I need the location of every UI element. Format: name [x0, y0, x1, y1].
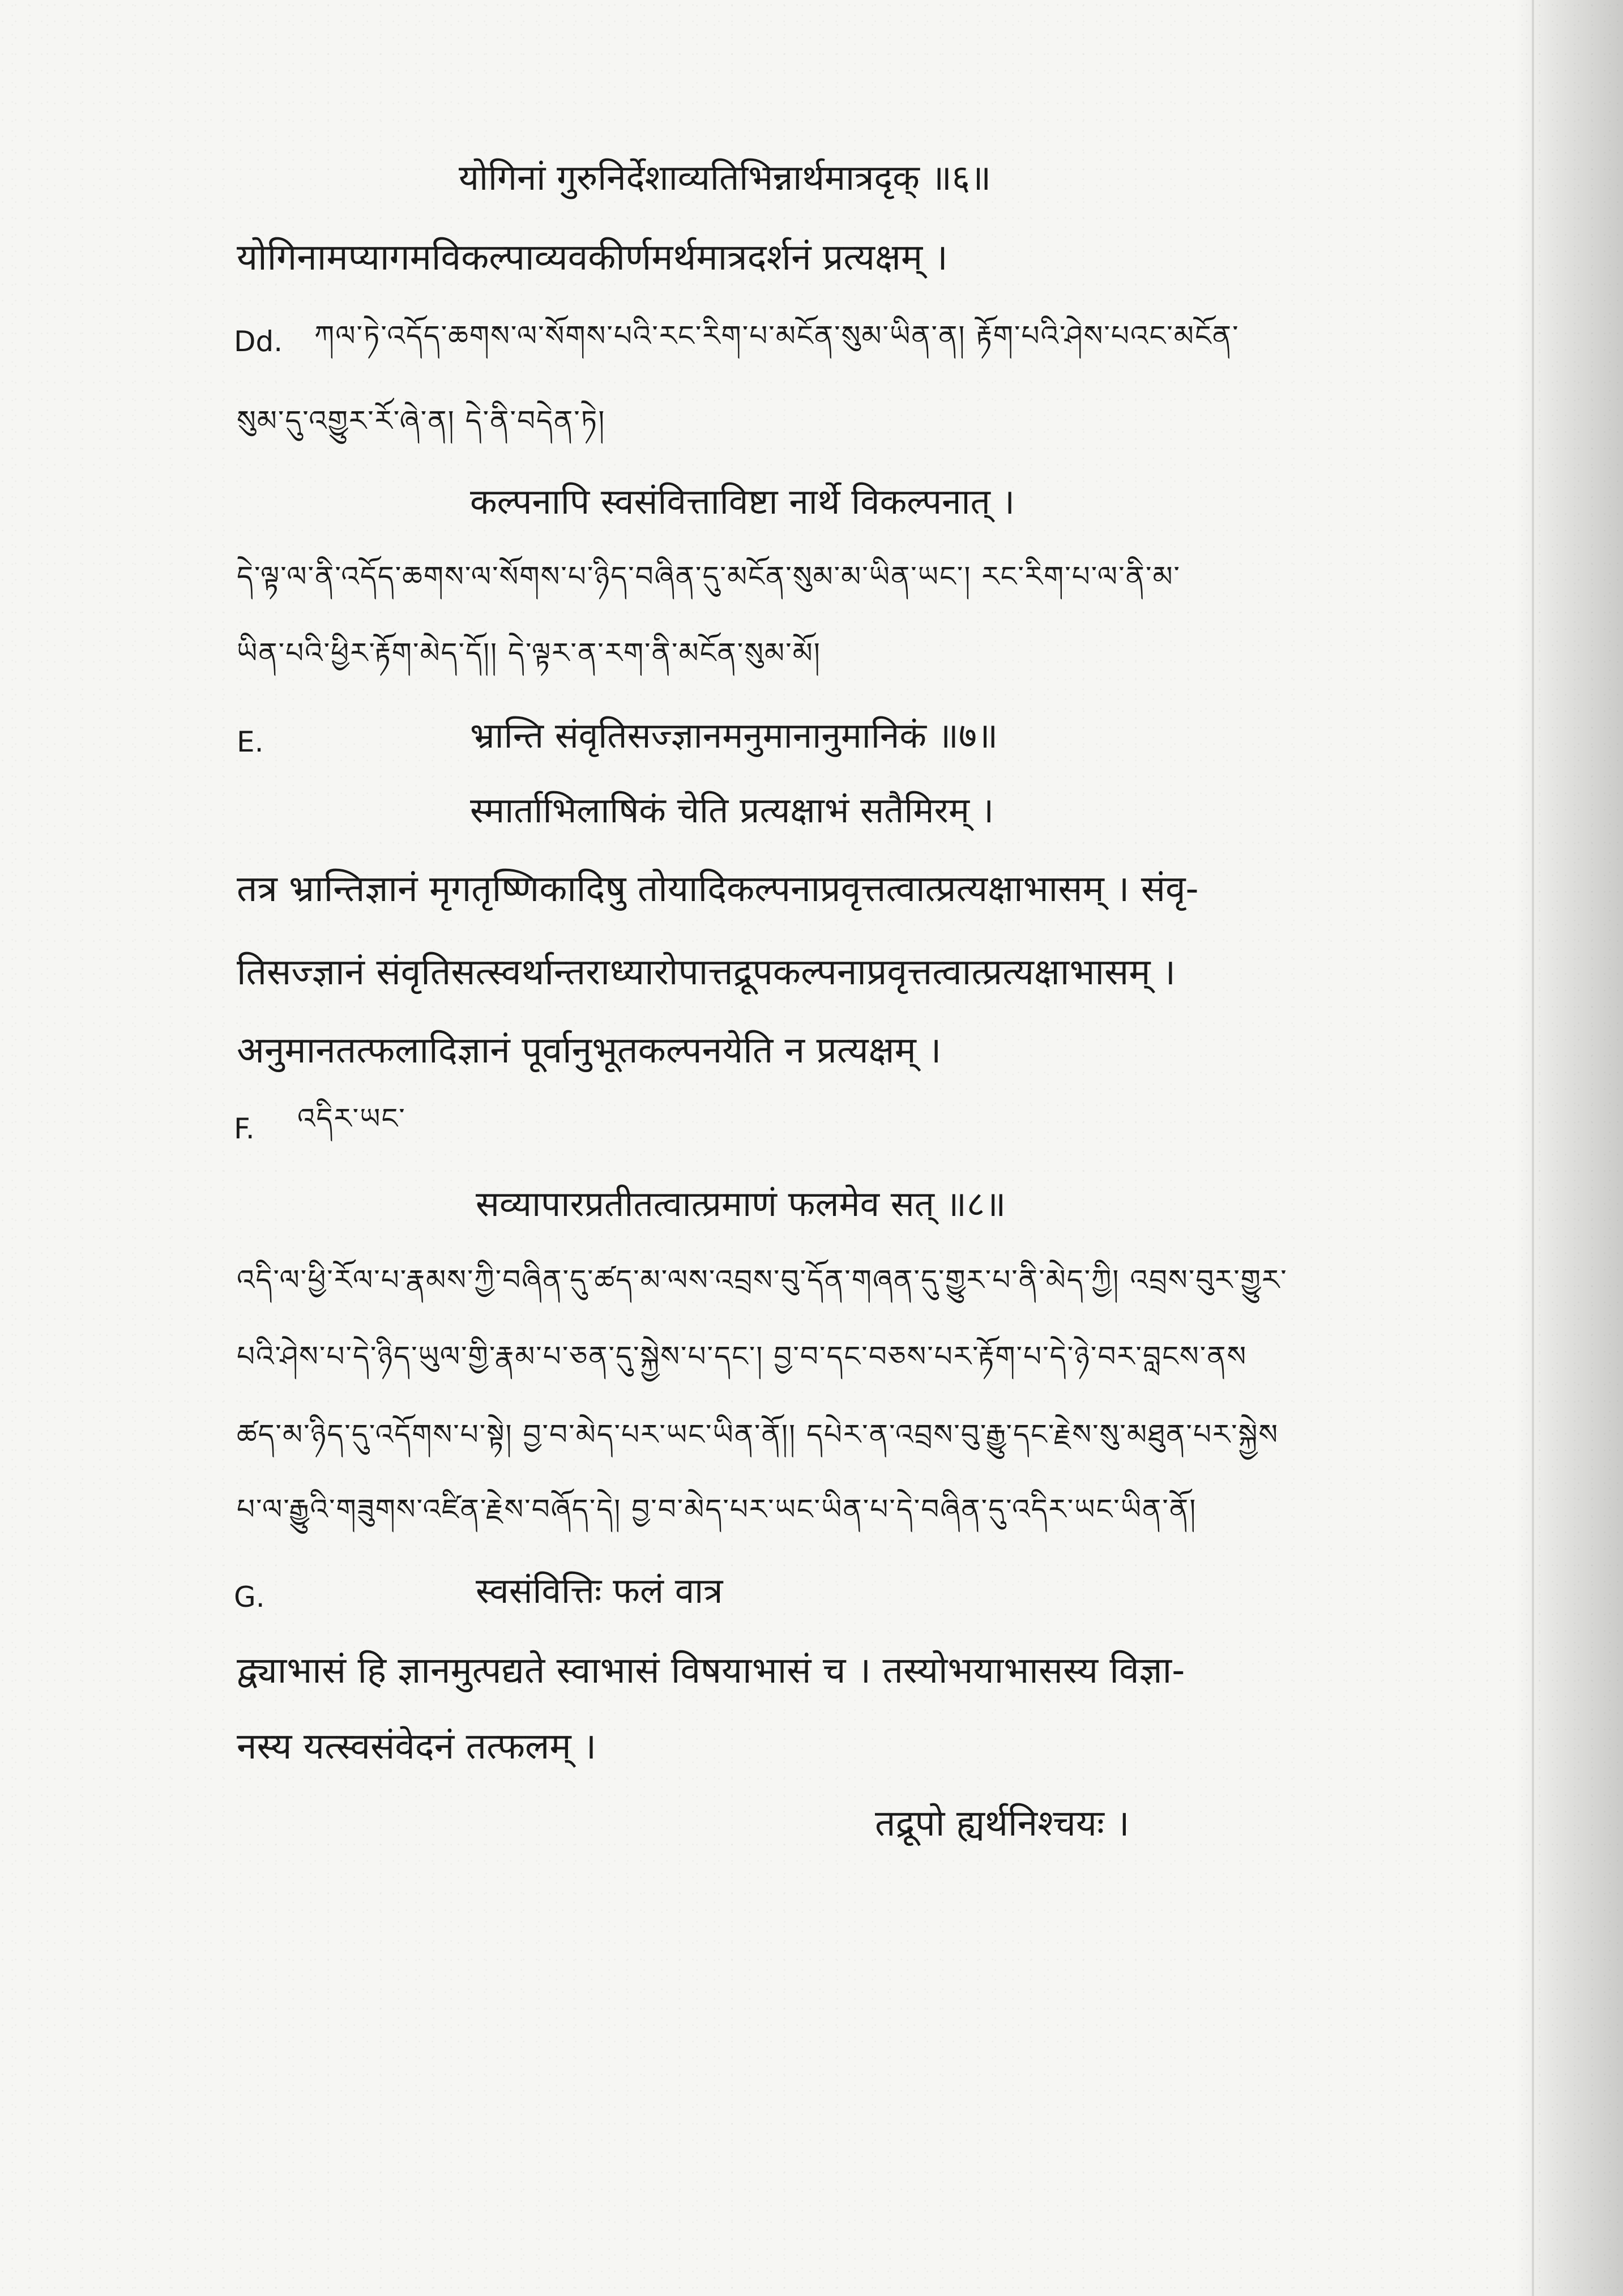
tibetan-line-3d: པ་ལ་རྒྱུའི་གཟུགས་འཛིན་རྗེས་བཞོད་དེ། བྱ་བ་མེད་པར་ཡང་ཡིན་པ་དེ་བཞིན་དུ་འདིར་ཡང་ཡིན་ནོ།	[237, 1493, 1197, 1526]
scan-edge-shadow	[1515, 0, 1623, 2296]
verse-7b: स्मार्ताभिलाषिकं चेति प्रत्यक्षाभं सतैमिरम् ।	[470, 789, 994, 831]
tibetan-line-3a: འདི་ལ་ཕྱི་རོལ་པ་རྣམས་ཀྱི་བཞིན་དུ་ཚད་མ་ལས་འབྲས་བུ་དོན་གཞན་དུ་གྱུར་པ་ནི་མེད་ཀྱི། འབྲས་བུར་གྱུར་	[237, 1264, 1288, 1296]
verse-kalpana: कल्पनापि स्वसंवित्ताविष्टा नार्थे विकल्पनात् ।	[470, 481, 1015, 522]
tibetan-line-1a: ཀལ་ཏེ་འདོད་ཆགས་ལ་སོགས་པའི་རང་རིག་པ་མངོན་སུམ་ཡིན་ན། རྟོག་པའི་ཤེས་པའང་མངོན་	[314, 319, 1240, 352]
commentary-7b: तिसज्ज्ञानं संवृतिसत्स्वर्थान्तराध्यारोपात्तद्रूपकल्पनाप्रवृत्तत्वात्प्रत्यक्षाभासम् ।	[237, 951, 1176, 993]
tibetan-line-2b: ཡིན་པའི་ཕྱིར་རྟོག་མེད་དོ།། དེ་ལྟར་ན་རག་ནི་མངོན་སུམ་མོ།	[237, 637, 821, 669]
section-label-dd: Dd.	[234, 325, 283, 358]
verse-7a: भ्रान्ति संवृतिसज्ज्ञानमनुमानानुमानिकं ॥७॥	[470, 715, 998, 756]
commentary-6: योगिनामप्यागमविकल्पाव्यवकीर्णमर्थमात्रदर्शनं प्रत्यक्षम् ।	[237, 237, 948, 279]
section-label-f: F.	[234, 1112, 255, 1145]
commentary-7c: अनुमानतत्फलादिज्ञानं पूर्वानुभूतकल्पनयेति न प्रत्यक्षम् ।	[237, 1030, 942, 1072]
commentary-7a: तत्र भ्रान्तिज्ञानं मृगतृष्णिकादिषु तोयादिकल्पनाप्रवृत्तत्वात्प्रत्यक्षाभासम् । संवृ-	[237, 868, 1199, 910]
heading-g: स्वसंवित्तिः फलं वात्र	[476, 1570, 723, 1611]
tibetan-line-2a: དེ་ལྟ་ལ་ནི་འདོད་ཆགས་ལ་སོགས་པ་ཉིད་བཞིན་དུ་མངོན་སུམ་མ་ཡིན་ཡང་། རང་རིག་པ་ལ་ནི་མ་	[237, 560, 1181, 593]
section-label-g: G.	[234, 1581, 265, 1614]
tibetan-line-3c: ཚད་མ་ཉིད་དུ་འདོགས་པ་སྟེ། བྱ་བ་མེད་པར་ཡང་ཡིན་ནོ།། དཔེར་ན་འབྲས་བུ་རྒྱུ་དང་རྗེས་སུ་མཐུན་པར་སྐྱེས	[237, 1418, 1279, 1451]
verse-8: सव्यापारप्रतीतत्वात्प्रमाणं फलमेव सत् ॥८॥	[476, 1183, 1006, 1224]
section-label-e: E.	[237, 725, 264, 758]
tibetan-f-intro: འདིར་ཡང་	[297, 1102, 406, 1135]
tibetan-line-1b: སུམ་དུ་འགྱུར་རོ་ཞེ་ན། དེ་ནི་བདེན་ཏེ།	[237, 404, 606, 437]
commentary-8b: नस्य यत्स्वसंवेदनं तत्फलम् ।	[237, 1726, 597, 1768]
commentary-8a: द्व्याभासं हि ज्ञानमुत्पद्यते स्वाभासं विषयाभासं च । तस्योभयाभासस्य विज्ञा-	[237, 1650, 1185, 1692]
verse-6: योगिनां गुरुनिर्देशाव्यतिभिन्नार्थमात्रदृक् ॥६॥	[459, 157, 992, 198]
closing-verse: तद्रूपो ह्यर्थनिश्चयः ।	[875, 1803, 1130, 1845]
tibetan-line-3b: པའི་ཤེས་པ་དེ་ཉིད་ཡུལ་གྱི་རྣམ་པ་ཅན་དུ་སྐྱེས་པ་དང་། བྱ་བ་དང་བཅས་པར་རྟོག་པ་དེ་ཉེ་བར་བླངས་ནས	[237, 1340, 1248, 1373]
